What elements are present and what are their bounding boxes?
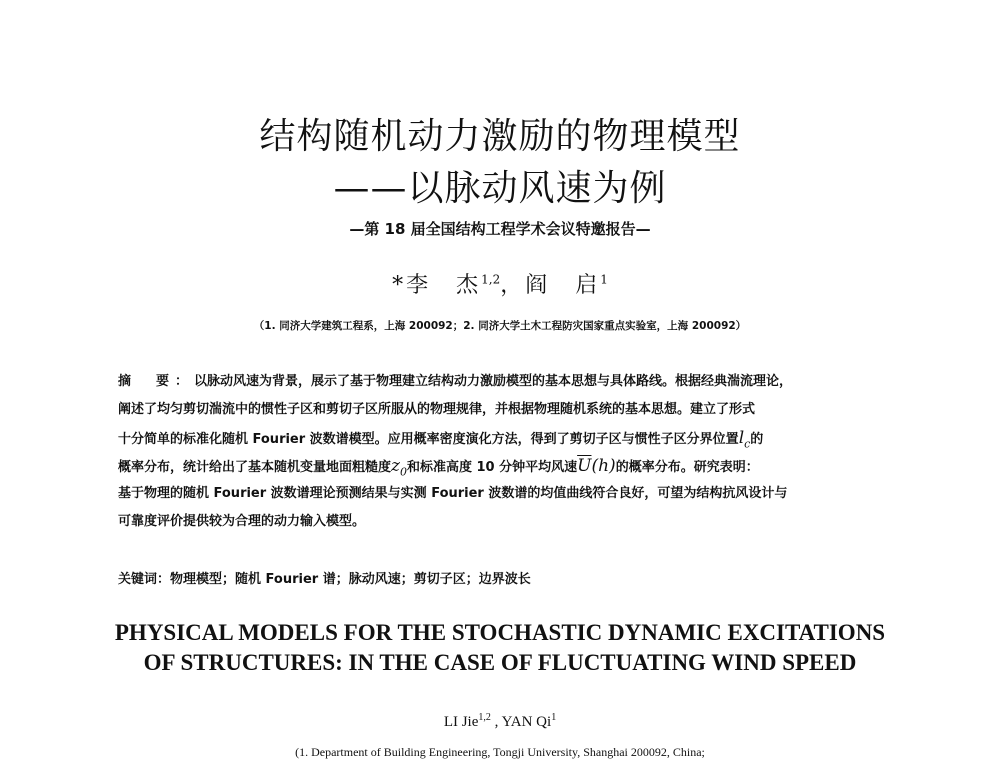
abstract-line <box>118 480 888 508</box>
title-cn-line1: 结构随机动力激励的物理模型 <box>259 116 741 157</box>
author1-affil-cn: 1,2 <box>481 272 501 287</box>
author1-name-cn: 李 杰 <box>406 273 482 298</box>
affiliation-en: (1. Department of Building Engineering, Tongji University, Shanghai 200092, China; <box>295 745 705 759</box>
abstract-line <box>118 508 888 536</box>
keywords-text: 物理模型；随机 Fourier 谱；脉动风速；剪切子区；边界波长 <box>170 572 531 587</box>
affiliation-cn: （1. 同济大学建筑工程系，上海 200092；2. 同济大学土木工程防灾国家重点实验室，上海 200092） <box>253 320 747 332</box>
abstract-text-6: 可靠度评价提供较为合理的动力输入模型。 <box>118 514 366 529</box>
author1-affil-en: 1,2 <box>478 712 491 723</box>
symbol-Ubar-h: $\overline{U}(h)$ <box>577 456 616 476</box>
abstract-text-3: 十分简单的标准化随机 Fourier 波数谱模型。应用概率密度演化方法，得到了剪切子区与惯性子区分界位置 <box>118 432 739 447</box>
author2-affil-en: 1 <box>551 712 557 723</box>
abstract-text-1: 以脉动风速为背景，展示了基于物理建立结构动力激励模型的基本思想与具体路线。根据经典湍流理论， <box>194 374 793 389</box>
author2-name-cn: 阎 启 <box>525 273 601 298</box>
abstract-text-5: 基于物理的随机 Fourier 波数谱理论预测结果与实测 Fourier 波数谱的均值曲线符合良好，可望为结构抗风设计与 <box>118 486 788 501</box>
authors-en <box>0 712 1000 731</box>
authors-cn <box>0 268 1000 299</box>
abstract-cn <box>118 368 888 536</box>
author2-affil-cn: 1 <box>600 272 608 287</box>
abstract-line <box>118 368 888 396</box>
abstract-text-4a: 概率分布，统计给出了基本随机变量地面粗糙度 <box>118 460 392 475</box>
author1-name-en: LI Jie <box>443 714 479 730</box>
symbol-lc: $l_c$ <box>738 428 751 451</box>
abstract-line <box>118 396 888 424</box>
keywords-cn <box>118 568 531 587</box>
symbol-z0: $z_0$ <box>391 456 407 479</box>
abstract-line <box>118 424 888 452</box>
abstract-text-4b: 和标准高度 10 分钟平均风速 <box>406 460 578 475</box>
corresponding-marker: * <box>392 273 407 298</box>
author-separator-en: , <box>490 714 502 730</box>
author2-name-en: YAN Qi <box>501 714 552 730</box>
keywords-label: 关键词： <box>118 572 171 587</box>
title-en-line1: PHYSICAL MODELS FOR THE STOCHASTIC DYNAMIC EXCITATIONS <box>114 620 886 645</box>
author-separator-cn: ， <box>500 273 526 298</box>
abstract-text-3-end: 的 <box>750 432 764 447</box>
abstract-label: 摘 要： <box>118 374 195 389</box>
abstract-text-2: 阐述了均匀剪切湍流中的惯性子区和剪切子区所服从的物理规律，并根据物理随机系统的基本思想。建立了形式 <box>118 402 756 417</box>
title-en-line2: OF STRUCTURES: IN THE CASE OF FLUCTUATING WIND SPEED <box>143 650 857 675</box>
subtitle-cn: —第 18 届全国结构工程学术会议特邀报告— <box>349 220 651 238</box>
abstract-line <box>118 452 888 480</box>
abstract-text-4c: 的概率分布。研究表明： <box>615 460 759 475</box>
title-cn-line2: ——以脉动风速为例 <box>333 168 667 209</box>
